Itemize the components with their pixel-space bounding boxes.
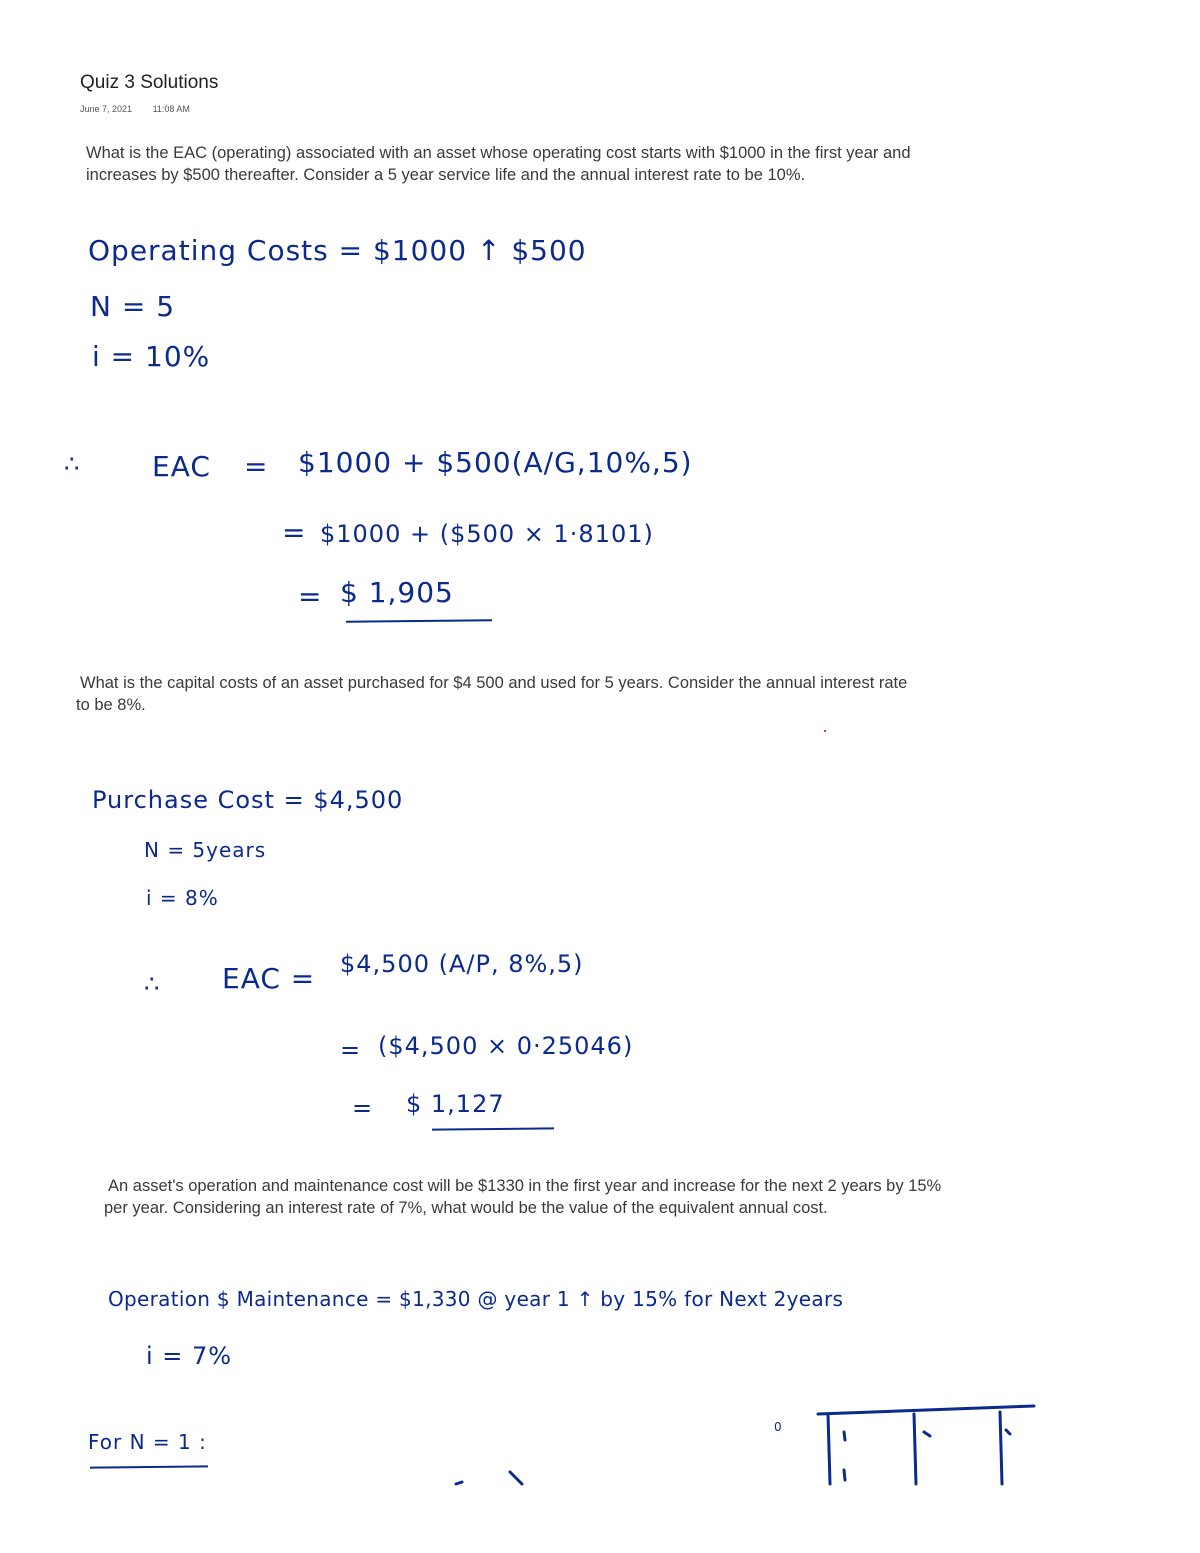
q2-eq2-expr: ($4,500 × 0·25046) bbox=[378, 1032, 634, 1060]
q3-interest-rate: i = 7% bbox=[146, 1342, 233, 1370]
q1-eq2: = bbox=[282, 516, 307, 549]
q1-n-value: N = 5 bbox=[90, 290, 176, 323]
page-time: 11:08 AM bbox=[152, 104, 190, 114]
partial-marks bbox=[456, 1472, 522, 1484]
q2-eq3: = bbox=[352, 1094, 374, 1122]
q2-purchase-cost: Purchase Cost = $4,500 bbox=[92, 786, 404, 814]
timeline-mark-2 bbox=[924, 1432, 930, 1436]
page-title: Quiz 3 Solutions bbox=[80, 72, 219, 93]
q1-eac-label: EAC bbox=[152, 450, 211, 483]
q3-for-n: For N = 1 : bbox=[88, 1430, 207, 1454]
q2-result: $ 1,127 bbox=[406, 1090, 505, 1118]
page-date: June 7, 2021 bbox=[80, 104, 133, 114]
q3-operation-maintenance: Operation $ Maintenance = $1,330 @ year 1 ↑ by 15% for Next 2years bbox=[108, 1287, 844, 1311]
timeline-tick-2 bbox=[914, 1414, 916, 1484]
q1-eq1: = bbox=[244, 450, 269, 483]
q2-eq1-expr: $4,500 (A/P, 8%,5) bbox=[340, 950, 584, 978]
q2-interest-rate: i = 8% bbox=[146, 886, 219, 910]
q2-eq2: = bbox=[340, 1036, 362, 1064]
q2-n-value: N = 5years bbox=[144, 838, 267, 862]
question-3-text: An asset's operation and maintenance cost will be $1330 in the first year and increase for the next 2 years by 15% per year. Considering an interest rate of 7%, what would be the value of the equivalent annual cost. bbox=[104, 1177, 942, 1217]
q2-eac-label: EAC = bbox=[222, 962, 316, 995]
q1-eq3: = bbox=[298, 580, 323, 613]
question-1-text: What is the EAC (operating) associated with an asset whose operating cost starts with $1000 in the first year and increases by $500 thereafter. Consider a 5 year service life and the annual interest rate to be 10%. bbox=[86, 144, 911, 184]
question-2-text: What is the capital costs of an asset purchased for $4 500 and used for 5 years. Consider the annual interest rate to be 8%. bbox=[76, 674, 908, 714]
q1-result: $ 1,905 bbox=[340, 576, 454, 609]
timeline-mark-1 bbox=[844, 1432, 845, 1440]
timeline-axis bbox=[818, 1406, 1034, 1414]
timeline-mark-3 bbox=[1006, 1430, 1010, 1434]
q1-operating-costs: Operating Costs = $1000 ↑ $500 bbox=[88, 234, 587, 267]
q1-eq1-expr: $1000 + $500(A/G,10%,5) bbox=[298, 446, 693, 479]
q1-therefore: ∴ bbox=[64, 450, 81, 478]
q1-eq2-expr: $1000 + ($500 × 1·8101) bbox=[320, 520, 654, 548]
q2-therefore: ∴ bbox=[144, 970, 161, 998]
timeline-mark-1b bbox=[844, 1470, 845, 1480]
q1-interest-rate: i = 10% bbox=[92, 340, 211, 373]
q3-timeline-zero: 0 bbox=[774, 1420, 783, 1434]
timeline-tick-1 bbox=[828, 1414, 830, 1484]
timeline-tick-3 bbox=[1000, 1412, 1002, 1484]
